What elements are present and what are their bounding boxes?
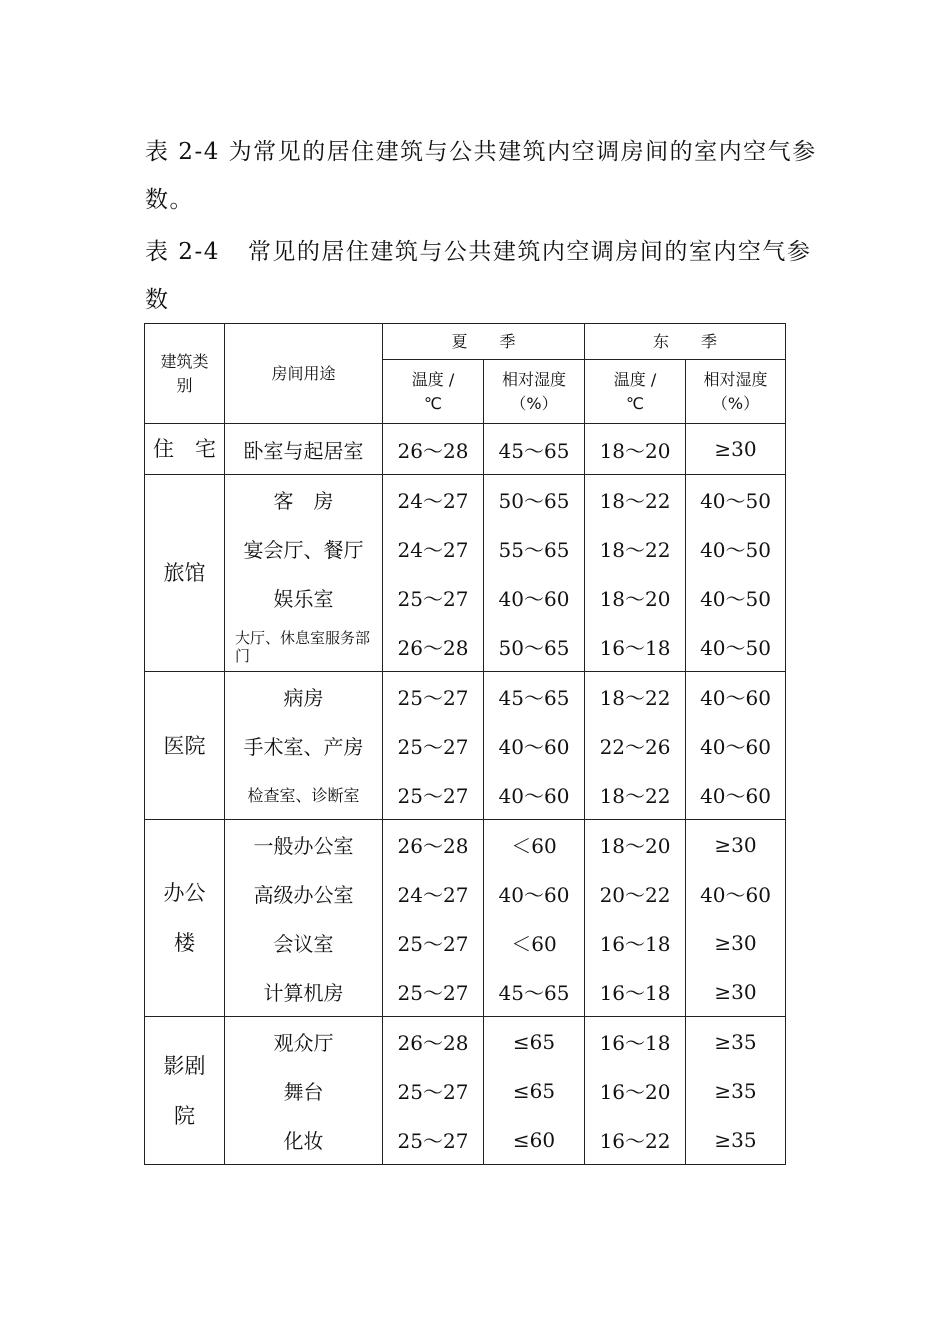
room-use-cell: 观众厅 — [225, 1017, 383, 1067]
table-caption — [145, 228, 825, 324]
table-row — [145, 424, 786, 475]
summer-temp-cell: 24～27 — [383, 524, 484, 573]
header-category: 建筑类别 — [145, 324, 225, 424]
summer-temp-cell: 26～28 — [383, 424, 484, 475]
winter-rh-cell: 40～50 — [686, 524, 786, 573]
room-use-cell: 娱乐室 — [225, 573, 383, 622]
table-row — [145, 475, 786, 525]
summer-rh-cell: 40～60 — [484, 721, 585, 770]
winter-rh-cell: 40～50 — [686, 622, 786, 672]
table-row — [145, 622, 786, 672]
table-row — [145, 869, 786, 918]
table-row — [145, 1115, 786, 1165]
winter-rh-cell: ≥30 — [686, 967, 786, 1017]
summer-temp-cell: 24～27 — [383, 869, 484, 918]
winter-temp-cell: 16～18 — [585, 918, 686, 967]
header-summer-temp: 温度 /℃ — [383, 360, 484, 424]
room-use-cell: 计算机房 — [225, 967, 383, 1017]
summer-rh-cell: 55～65 — [484, 524, 585, 573]
summer-rh-cell: 50～65 — [484, 475, 585, 525]
table-row — [145, 967, 786, 1017]
room-use-cell: 大厅、休息室服务部门 — [225, 622, 383, 672]
summer-temp-cell: 25～27 — [383, 967, 484, 1017]
winter-rh-cell: 40～60 — [686, 721, 786, 770]
winter-temp-cell: 18～20 — [585, 573, 686, 622]
winter-temp-cell: 18～22 — [585, 672, 686, 722]
table-row — [145, 1066, 786, 1115]
winter-rh-cell: ≥30 — [686, 820, 786, 870]
room-use-cell: 一般办公室 — [225, 820, 383, 870]
winter-rh-cell: 40～60 — [686, 770, 786, 820]
room-use-cell: 宴会厅、餐厅 — [225, 524, 383, 573]
winter-temp-cell: 18～22 — [585, 770, 686, 820]
intro-paragraph: 表 2-4 为常见的居住建筑与公共建筑内空调房间的室内空气参数。 — [145, 139, 817, 213]
winter-temp-cell: 16～20 — [585, 1066, 686, 1115]
winter-rh-cell: ≥35 — [686, 1066, 786, 1115]
caption-label: 表 2-4 — [145, 239, 220, 265]
building-category-cell: 旅馆 — [145, 475, 225, 672]
room-use-cell: 卧室与起居室 — [225, 424, 383, 475]
room-use-cell: 化妆 — [225, 1115, 383, 1165]
summer-rh-cell: ＜60 — [484, 820, 585, 870]
table-row — [145, 770, 786, 820]
winter-temp-cell: 18～20 — [585, 820, 686, 870]
winter-temp-cell: 16～22 — [585, 1115, 686, 1165]
summer-temp-cell: 26～28 — [383, 820, 484, 870]
summer-rh-cell: 50～65 — [484, 622, 585, 672]
winter-temp-cell: 16～18 — [585, 622, 686, 672]
caption-title: 常见的居住建筑与公共建筑内空调房间的室内空气参数 — [145, 239, 812, 313]
header-summer-rh: 相对湿度 （%） — [484, 360, 585, 424]
room-use-cell: 会议室 — [225, 918, 383, 967]
winter-temp-cell: 16～18 — [585, 967, 686, 1017]
summer-temp-cell: 26～28 — [383, 1017, 484, 1067]
indoor-air-parameters-table — [144, 323, 786, 1165]
winter-rh-cell: ≥30 — [686, 918, 786, 967]
header-summer: 夏 季 — [383, 324, 585, 360]
summer-temp-cell: 25～27 — [383, 672, 484, 722]
table-row — [145, 918, 786, 967]
summer-temp-cell: 25～27 — [383, 573, 484, 622]
building-category-cell: 办公楼 — [145, 820, 225, 1017]
summer-temp-cell: 25～27 — [383, 721, 484, 770]
building-category-cell: 住 宅 — [145, 424, 225, 475]
table-row — [145, 721, 786, 770]
winter-rh-cell: 40～60 — [686, 672, 786, 722]
summer-temp-cell: 26～28 — [383, 622, 484, 672]
summer-temp-cell: 25～27 — [383, 770, 484, 820]
summer-rh-cell: ≤60 — [484, 1115, 585, 1165]
summer-rh-cell: 45～65 — [484, 967, 585, 1017]
summer-temp-cell: 25～27 — [383, 1066, 484, 1115]
summer-temp-cell: 24～27 — [383, 475, 484, 525]
winter-rh-cell: ≥35 — [686, 1115, 786, 1165]
winter-rh-cell: 40～60 — [686, 869, 786, 918]
winter-temp-cell: 18～22 — [585, 524, 686, 573]
room-use-cell: 检查室、诊断室 — [225, 770, 383, 820]
header-room: 房间用途 — [225, 324, 383, 424]
winter-temp-cell: 16～18 — [585, 1017, 686, 1067]
table-row — [145, 573, 786, 622]
winter-temp-cell: 22～26 — [585, 721, 686, 770]
header-winter-rh: 相对湿度 （%） — [686, 360, 786, 424]
summer-rh-cell: 40～60 — [484, 869, 585, 918]
winter-rh-cell: 40～50 — [686, 475, 786, 525]
winter-temp-cell: 20～22 — [585, 869, 686, 918]
table-row — [145, 1017, 786, 1067]
summer-rh-cell: 40～60 — [484, 573, 585, 622]
table-row — [145, 672, 786, 722]
winter-rh-cell: ≥30 — [686, 424, 786, 475]
room-use-cell: 病房 — [225, 672, 383, 722]
summer-rh-cell: ≤65 — [484, 1066, 585, 1115]
room-use-cell: 手术室、产房 — [225, 721, 383, 770]
summer-temp-cell: 25～27 — [383, 918, 484, 967]
summer-rh-cell: 40～60 — [484, 770, 585, 820]
header-winter-temp: 温度 /℃ — [585, 360, 686, 424]
room-use-cell: 高级办公室 — [225, 869, 383, 918]
winter-rh-cell: ≥35 — [686, 1017, 786, 1067]
table-row — [145, 820, 786, 870]
winter-rh-cell: 40～50 — [686, 573, 786, 622]
summer-temp-cell: 25～27 — [383, 1115, 484, 1165]
room-use-cell: 舞台 — [225, 1066, 383, 1115]
summer-rh-cell: ≤65 — [484, 1017, 585, 1067]
table-row — [145, 524, 786, 573]
header-winter: 东 季 — [585, 324, 786, 360]
summer-rh-cell: ＜60 — [484, 918, 585, 967]
building-category-cell: 影剧院 — [145, 1017, 225, 1165]
summer-rh-cell: 45～65 — [484, 424, 585, 475]
room-use-cell: 客 房 — [225, 475, 383, 525]
winter-temp-cell: 18～22 — [585, 475, 686, 525]
summer-rh-cell: 45～65 — [484, 672, 585, 722]
building-category-cell: 医院 — [145, 672, 225, 820]
winter-temp-cell: 18～20 — [585, 424, 686, 475]
table-body — [145, 424, 786, 1165]
